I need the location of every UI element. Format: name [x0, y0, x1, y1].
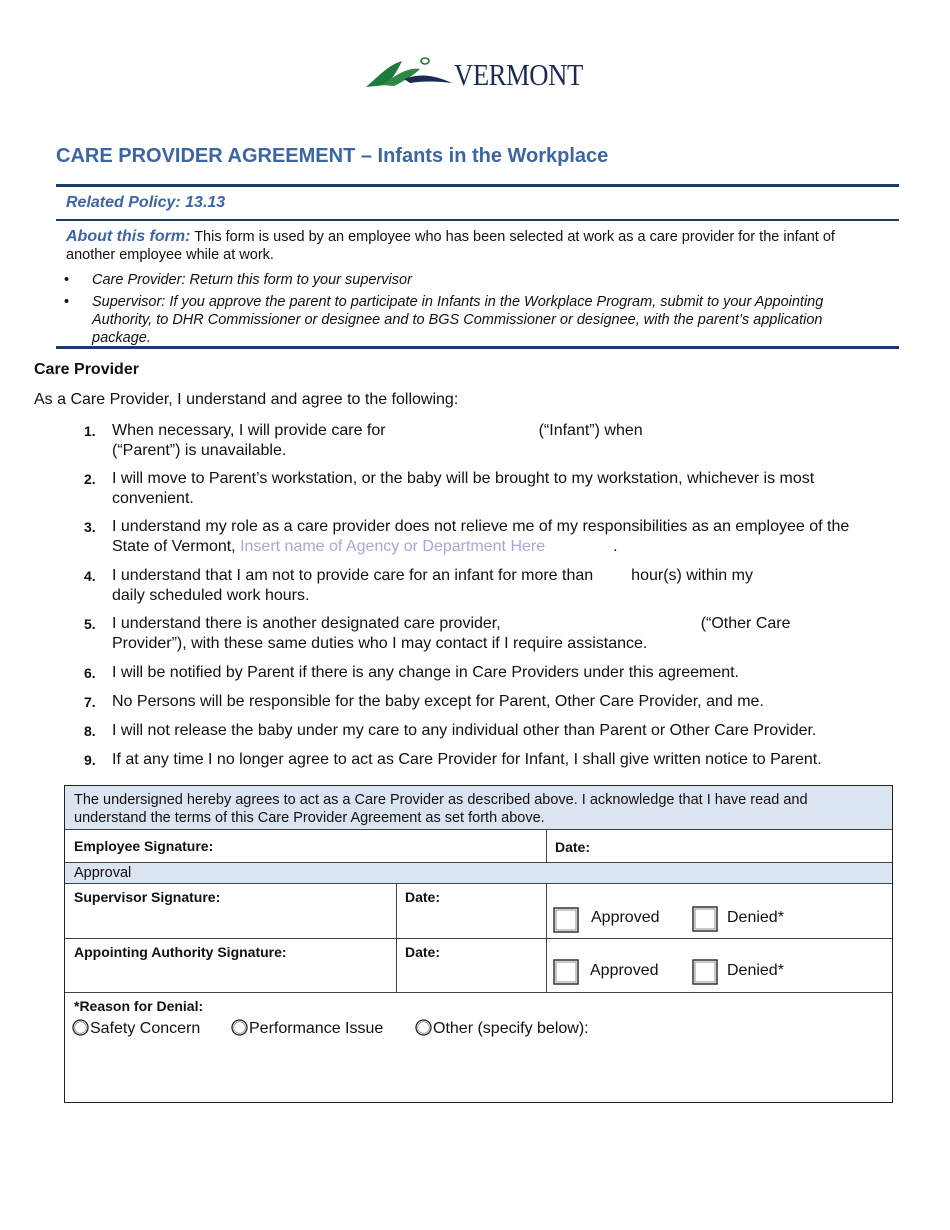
agreement-item	[84, 721, 884, 741]
employee-signature-field[interactable]	[65, 830, 546, 862]
appointing-authority-signature-field[interactable]	[65, 939, 396, 992]
radio-label: Safety Concern	[90, 1020, 201, 1037]
agreement-intro: As a Care Provider, I understand and agree to the following:	[34, 391, 459, 408]
item-number: 7.	[84, 694, 96, 710]
vermont-logo	[364, 55, 594, 95]
about-lead: About this form:	[66, 228, 191, 245]
supervisor-signature-field[interactable]	[65, 884, 396, 938]
denial-reason-label: *Reason for Denial:	[74, 998, 204, 1014]
radio-label: Other (specify below):	[433, 1020, 589, 1037]
agreement-item	[84, 517, 884, 556]
safety-concern-radio[interactable]	[72, 1019, 89, 1036]
logo-wordmark: VERMONT	[454, 57, 583, 92]
related-policy: Related Policy: 13.13	[66, 194, 226, 211]
appointing-denied-checkbox[interactable]	[692, 959, 718, 985]
about-body: This form is used by an employee who has been selected at work as a care provider for the infant of another employee while at work.	[66, 229, 835, 263]
agreement-item	[84, 692, 884, 712]
vermont-mountain-logo-icon	[364, 55, 456, 91]
instruction-list	[92, 271, 852, 351]
item-text: I understand that I am not to provide care for an infant for more than	[112, 567, 594, 584]
header-divider	[56, 184, 899, 187]
statement-row	[65, 786, 892, 829]
appointing-authority-signature-label: Appointing Authority Signature:	[74, 944, 287, 960]
supervisor-date-field[interactable]	[397, 884, 546, 938]
item-text: Provider”), with these same duties who I may contact if I require assistance.	[112, 634, 648, 652]
date-label: Date:	[405, 944, 441, 960]
signature-table	[64, 785, 893, 1103]
item-text: When necessary, I will provide care for	[112, 422, 386, 439]
item-number: 4.	[84, 568, 96, 584]
agreement-item	[84, 469, 884, 508]
supervisor-denied-checkbox[interactable]	[692, 906, 718, 932]
date-label: Date:	[555, 839, 591, 855]
item-text: (“Infant”) when	[538, 422, 643, 439]
item-text: (“Parent”) is unavailable.	[112, 441, 287, 459]
item-text: No Persons will be responsible for the baby except for Parent, Other Care Provider, and me.	[112, 693, 764, 710]
appointing-authority-date-field[interactable]	[397, 939, 546, 992]
item-number: 5.	[84, 616, 96, 632]
instruction-supervisor: • Supervisor: If you approve the parent to participate in Infants in the Workplace Program, submit to your Appointing Authority, to DHR Commissioner or designee and to BGS Commissioner or designee, with the parent’s application package.	[92, 293, 852, 347]
denial-explanation-field[interactable]	[65, 1043, 892, 1100]
item-text: If at any time I no longer agree to act as Care Provider for Infant, I shall give written notice to Parent.	[112, 751, 822, 768]
item-number: 2.	[84, 471, 96, 487]
policy-divider	[56, 219, 899, 221]
item-text: daily scheduled work hours.	[112, 586, 310, 604]
item-number: 3.	[84, 519, 96, 535]
denial-reason-section	[65, 993, 892, 1102]
agreement-item	[84, 750, 884, 770]
agreement-item	[84, 566, 884, 605]
section-heading: Care Provider	[34, 361, 139, 378]
item-text: I will move to Parent’s workstation, or the baby will be brought to my workstation, whichever is most convenient.	[112, 470, 815, 507]
approval-heading: Approval	[74, 865, 132, 881]
employee-date-field[interactable]	[547, 830, 892, 862]
performance-issue-radio[interactable]	[231, 1019, 248, 1036]
denied-label: Denied*	[727, 909, 784, 926]
item-text: I will be notified by Parent if there is any change in Care Providers under this agreement.	[112, 664, 739, 681]
item-text: .	[613, 537, 618, 555]
agency-name-field[interactable]: Insert name of Agency or Department Here	[240, 537, 546, 555]
agreement-item	[84, 663, 884, 683]
date-label: Date:	[405, 889, 441, 905]
appointing-approved-checkbox[interactable]	[553, 959, 579, 985]
approved-label: Approved	[590, 962, 659, 979]
agreement-item	[84, 614, 884, 653]
item-text: I understand there is another designated care provider,	[112, 615, 501, 632]
about-divider	[56, 346, 899, 349]
item-text: I will not release the baby under my care to any individual other than Parent or Other Care Provider.	[112, 722, 817, 739]
approval-row	[65, 863, 892, 883]
employee-signature-label: Employee Signature:	[74, 838, 214, 854]
instruction-care-provider: • Care Provider: Return this form to your supervisor	[92, 271, 852, 289]
supervisor-signature-label: Supervisor Signature:	[74, 889, 221, 905]
item-text: I understand my role as a care provider does not relieve me of my responsibilities as an employee of the State of Vermont,	[112, 518, 850, 555]
approved-label: Approved	[591, 909, 660, 926]
supervisor-approved-checkbox[interactable]	[553, 907, 579, 933]
radio-label: Performance Issue	[249, 1020, 384, 1037]
item-text: hour(s) within my	[631, 567, 753, 584]
statement-text: The undersigned hereby agrees to act as a Care Provider as described above. I acknowledge that I have read and understand the terms of this Care Provider Agreement as set forth above.	[74, 792, 808, 826]
about-form	[66, 228, 886, 264]
item-number: 1.	[84, 423, 96, 439]
agreement-item	[84, 421, 884, 460]
denied-label: Denied*	[727, 962, 784, 979]
page-title: CARE PROVIDER AGREEMENT – Infants in the Workplace	[56, 145, 609, 167]
item-number: 8.	[84, 723, 96, 739]
item-text: (“Other Care	[700, 615, 791, 632]
item-number: 6.	[84, 665, 96, 681]
item-number: 9.	[84, 752, 96, 768]
other-reason-radio[interactable]	[415, 1019, 432, 1036]
